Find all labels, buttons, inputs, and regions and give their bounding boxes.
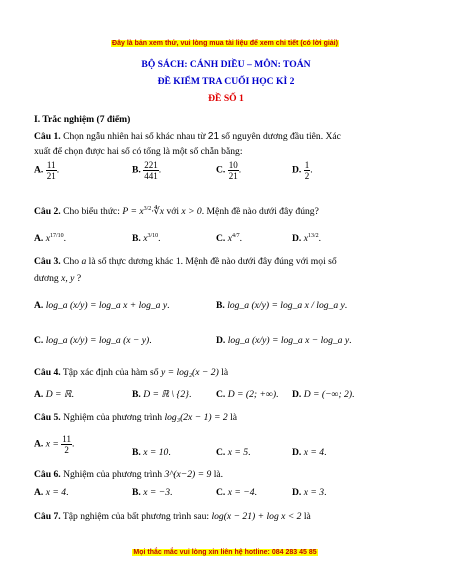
q6-option-a[interactable]: A. x = 4. bbox=[34, 487, 69, 498]
q1-option-c[interactable]: C. $\frac{10}{21}$ . bbox=[216, 160, 242, 181]
question-6-line: Câu 6. Nghiệm của phương trình 3^(x−2) = 9 là. bbox=[34, 469, 224, 480]
preview-banner-text: Đây là bản xem thử, vui lòng mua tài liệu để xem chi tiết (có lời giải) bbox=[112, 40, 338, 47]
q3-option-a[interactable]: A. log_a (x/y) = log_a x + log_a y. bbox=[34, 300, 170, 311]
q2-option-b[interactable]: B. $x^{3/10}$. bbox=[132, 233, 161, 244]
q4-option-b[interactable]: B. D = ℝ \ {2}. bbox=[132, 389, 192, 400]
question-4-line: Câu 4. Tập xác định của hàm số y = log₂(x − 2) là bbox=[34, 367, 229, 378]
q6-option-b[interactable]: B. x = −3. bbox=[132, 487, 173, 498]
q5-option-b[interactable]: B. x = 10. bbox=[132, 447, 171, 458]
q4-option-d[interactable]: D. D = (−∞; 2). bbox=[292, 389, 355, 400]
q5-option-c[interactable]: C. x = 5. bbox=[216, 447, 251, 458]
q1-option-d[interactable]: D. $\frac{1}{2}$ . bbox=[292, 160, 313, 181]
q3-option-c[interactable]: C. log_a (x/y) = log_a (x − y). bbox=[34, 335, 152, 346]
hotline-banner-text: Mọi thắc mắc vui lòng xin liên hệ hotline: 084 283 45 85 bbox=[133, 549, 317, 556]
q1-option-b[interactable]: B. $\frac{221}{441}$ . bbox=[132, 160, 162, 181]
q1-option-a[interactable]: A. $\frac{11}{21}$ . bbox=[34, 160, 60, 181]
q2-option-c[interactable]: C. $x^{4/7}$. bbox=[216, 233, 243, 244]
q5-option-a[interactable]: A. x = $\frac{11}{2}$ . bbox=[34, 434, 75, 455]
question-3-line-2: dương x, y ? bbox=[34, 273, 82, 284]
question-1-line-1: Câu 1. Chọn ngẫu nhiên hai số khác nhau từ 21 số nguyên dương đầu tiên. Xác bbox=[34, 131, 341, 142]
exam-title: ĐỀ KIỂM TRA CUỐI HỌC KÌ 2 bbox=[157, 76, 295, 87]
hotline-banner bbox=[0, 549, 450, 556]
q4-option-a[interactable]: A. D = ℝ. bbox=[34, 389, 74, 400]
question-2-line: Câu 2. Cho biểu thức: $P = x^{3/2}\cdot∜x$ với x > 0. Mệnh đề nào dưới đây đúng? bbox=[34, 206, 319, 217]
q4-option-c[interactable]: C. D = (2; +∞). bbox=[216, 389, 279, 400]
preview-banner bbox=[0, 40, 450, 47]
question-7-line: Câu 7. Tập nghiệm của bất phương trình sau: log(x − 21) + log x < 2 là bbox=[34, 511, 311, 522]
question-5-line: Câu 5. Nghiệm của phương trình log₃(2x − 1) = 2 là bbox=[34, 412, 237, 423]
q5-option-d[interactable]: D. x = 4. bbox=[292, 447, 327, 458]
exam-number: ĐỀ SỐ 1 bbox=[208, 93, 244, 104]
question-3-line-1: Câu 3. Cho a là số thực dương khác 1. Mệnh đề nào dưới đây đúng với mọi số bbox=[34, 256, 337, 267]
question-1-line-2: xuất để chọn được hai số có tổng là một số chẵn bằng: bbox=[34, 146, 243, 157]
q3-option-d[interactable]: D. log_a (x/y) = log_a x − log_a y. bbox=[216, 335, 352, 346]
q6-option-c[interactable]: C. x = −4. bbox=[216, 487, 257, 498]
q2-option-d[interactable]: D. $x^{13/2}$. bbox=[292, 233, 322, 244]
q3-option-b[interactable]: B. log_a (x/y) = log_a x / log_a y. bbox=[216, 300, 348, 311]
section-heading: I. Trắc nghiệm (7 điểm) bbox=[34, 114, 131, 125]
book-title: BỘ SÁCH: CÁNH DIỀU – MÔN: TOÁN bbox=[141, 59, 311, 70]
q6-option-d[interactable]: D. x = 3. bbox=[292, 487, 327, 498]
q2-option-a[interactable]: A. $x^{17/10}$. bbox=[34, 233, 67, 244]
